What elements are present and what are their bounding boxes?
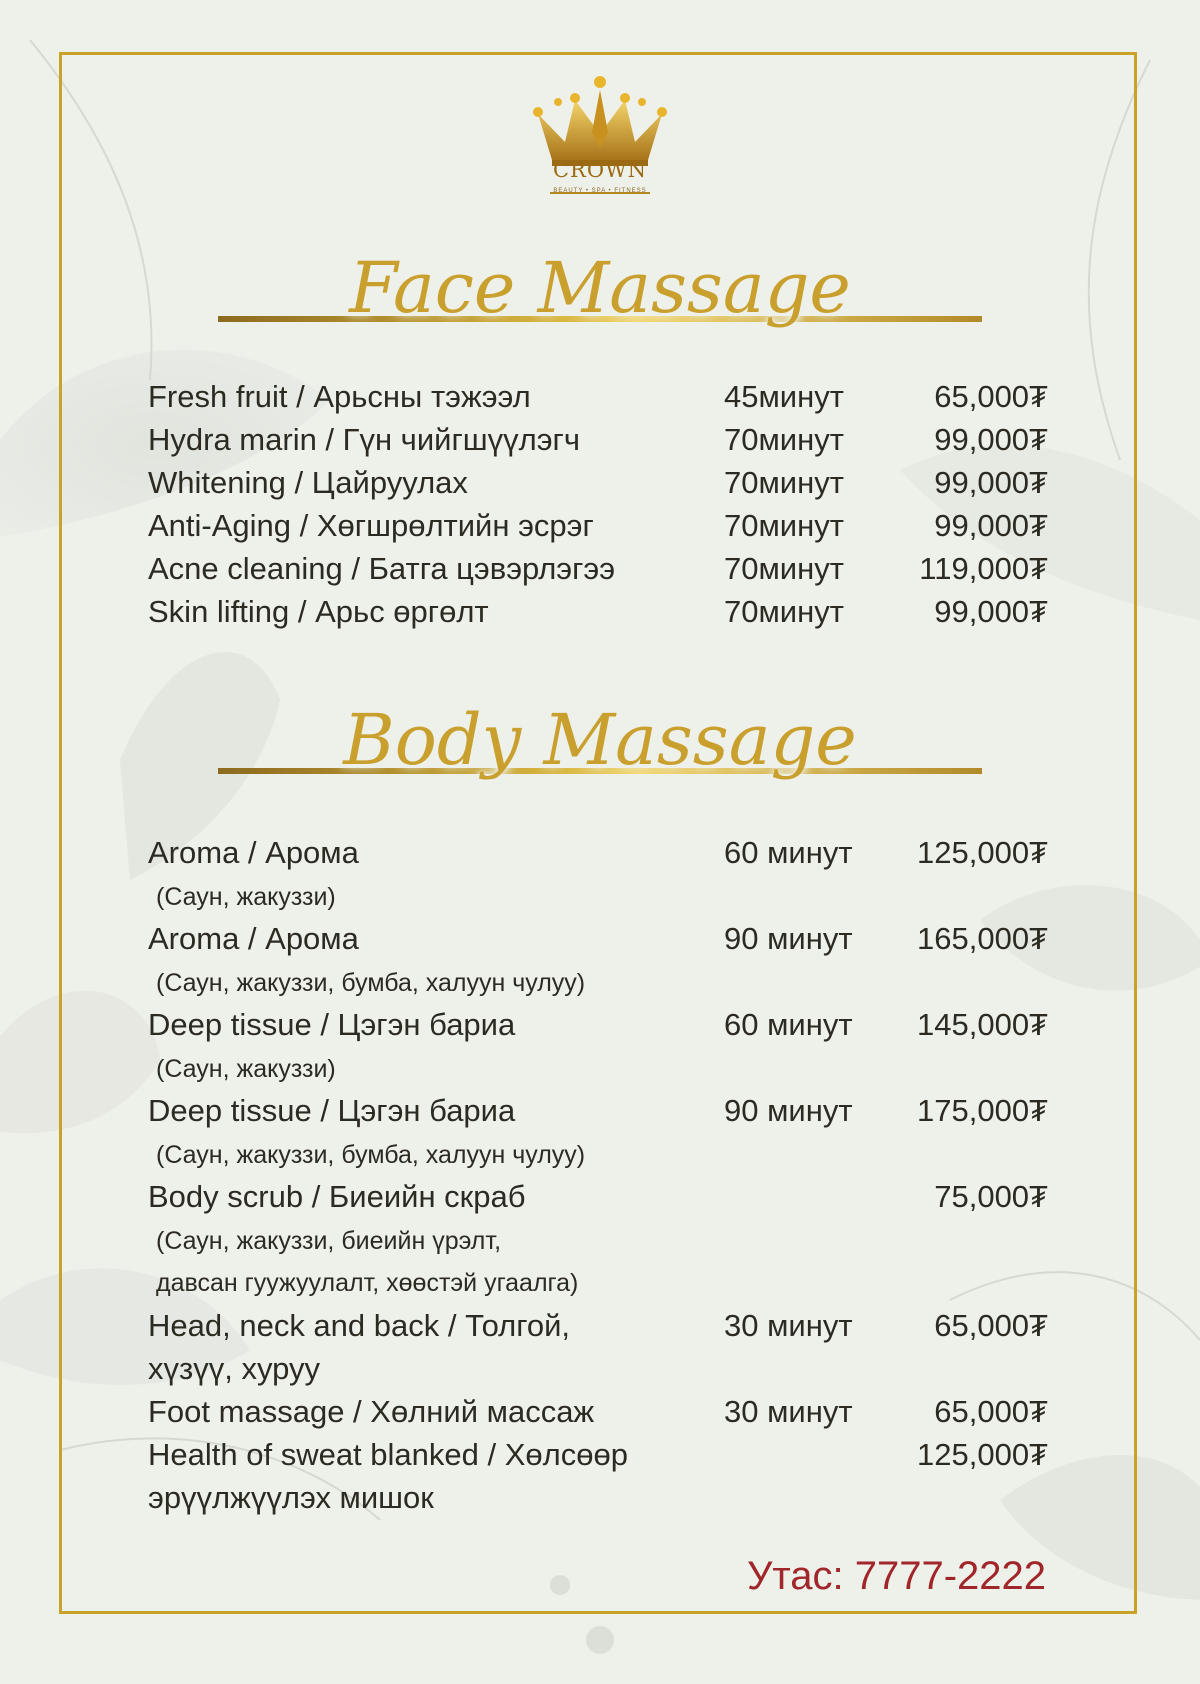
service-duration: 60 минут bbox=[724, 1007, 853, 1042]
service-name: Acne cleaning / Батга цэвэрлэгээ bbox=[148, 551, 616, 586]
service-note: (Саун, жакуззи, биеийн үрэлт, bbox=[156, 1227, 502, 1255]
brand-tagline: BEAUTY • SPA • FITNESS bbox=[553, 188, 647, 194]
service-note: (Саун, жакуззи, бумба, халуун чулуу) bbox=[156, 969, 586, 997]
service-name: Aroma / Арома bbox=[148, 921, 359, 956]
face-item bbox=[148, 505, 1048, 551]
body-item-note bbox=[148, 1134, 1048, 1180]
service-name: Foot massage / Хөлний массаж bbox=[148, 1394, 595, 1429]
service-price: 99,000₮ bbox=[934, 508, 1048, 543]
service-name: Head, neck and back / Толгой, bbox=[148, 1308, 571, 1343]
service-price: 119,000₮ bbox=[919, 551, 1048, 586]
service-price: 125,000₮ bbox=[917, 1437, 1048, 1472]
body-item bbox=[148, 918, 1048, 964]
body-item-note bbox=[148, 1220, 1048, 1266]
service-duration: 45минут bbox=[724, 379, 844, 414]
service-price: 99,000₮ bbox=[934, 594, 1048, 629]
body-item-note bbox=[148, 876, 1048, 922]
service-price: 65,000₮ bbox=[934, 379, 1048, 414]
service-price: 65,000₮ bbox=[934, 1394, 1048, 1429]
body-item bbox=[148, 832, 1048, 878]
body-item-note bbox=[148, 1262, 1048, 1308]
service-duration: 70минут bbox=[724, 508, 844, 543]
face-item bbox=[148, 591, 1048, 637]
service-name: Anti-Aging / Хөгшрөлтийн эсрэг bbox=[148, 508, 594, 543]
service-price: 99,000₮ bbox=[934, 465, 1048, 500]
service-duration: 30 минут bbox=[724, 1394, 853, 1429]
body-item bbox=[148, 1090, 1048, 1136]
service-duration: 70минут bbox=[724, 551, 844, 586]
service-duration: 90 минут bbox=[724, 921, 853, 956]
service-name: Health of sweat blanked / Хөлсөөр bbox=[148, 1437, 628, 1472]
service-price: 175,000₮ bbox=[917, 1093, 1048, 1128]
service-duration: 30 минут bbox=[724, 1308, 853, 1343]
service-name: Skin lifting / Арьс өргөлт bbox=[148, 594, 489, 629]
body-item bbox=[148, 1176, 1048, 1222]
body-massage-title: Body Massage bbox=[343, 699, 857, 781]
service-name: Aroma / Арома bbox=[148, 835, 359, 870]
service-name-continued: хүзүү, хуруу bbox=[148, 1351, 320, 1386]
face-item bbox=[148, 462, 1048, 508]
crown-logo-icon bbox=[520, 72, 680, 207]
face-item bbox=[148, 548, 1048, 594]
service-price: 165,000₮ bbox=[917, 921, 1048, 956]
body-item bbox=[148, 1391, 1048, 1437]
body-item bbox=[148, 1434, 1048, 1480]
service-name: Deep tissue / Цэгэн бариа bbox=[148, 1007, 516, 1042]
body-item-continued bbox=[148, 1477, 1048, 1523]
service-duration: 70минут bbox=[724, 422, 844, 457]
face-item bbox=[148, 376, 1048, 422]
service-price: 65,000₮ bbox=[934, 1308, 1048, 1343]
body-item bbox=[148, 1305, 1048, 1351]
service-name: Body scrub / Биеийн скраб bbox=[148, 1179, 526, 1214]
service-name: Hydra marin / Гүн чийгшүүлэгч bbox=[148, 422, 581, 457]
service-name: Whitening / Цайруулах bbox=[148, 465, 468, 500]
body-item-continued bbox=[148, 1348, 1048, 1394]
service-name: Fresh fruit / Арьсны тэжээл bbox=[148, 379, 531, 414]
phone-number: Утас: 7777-2222 bbox=[746, 1554, 1046, 1598]
body-item bbox=[148, 1004, 1048, 1050]
service-price: 125,000₮ bbox=[917, 835, 1048, 870]
service-name: Deep tissue / Цэгэн бариа bbox=[148, 1093, 516, 1128]
service-note: (Саун, жакуззи, бумба, халуун чулуу) bbox=[156, 1141, 586, 1169]
body-item-note bbox=[148, 1048, 1048, 1094]
service-duration: 90 минут bbox=[724, 1093, 853, 1128]
face-massage-title: Face Massage bbox=[349, 247, 851, 329]
service-name-continued: эрүүлжүүлэх мишок bbox=[148, 1480, 434, 1515]
service-duration: 60 минут bbox=[724, 835, 853, 870]
face-item bbox=[148, 419, 1048, 465]
service-note: давсан гуужуулалт, хөөстэй угаалга) bbox=[156, 1269, 579, 1297]
service-duration: 70минут bbox=[724, 465, 844, 500]
body-item-note bbox=[148, 962, 1048, 1008]
service-duration: 70минут bbox=[724, 594, 844, 629]
service-note: (Саун, жакуззи) bbox=[156, 883, 336, 911]
service-note: (Саун, жакуззи) bbox=[156, 1055, 336, 1083]
service-price: 99,000₮ bbox=[934, 422, 1048, 457]
service-price: 75,000₮ bbox=[934, 1179, 1048, 1214]
service-price: 145,000₮ bbox=[917, 1007, 1048, 1042]
brand-name: CROWN bbox=[552, 158, 648, 182]
